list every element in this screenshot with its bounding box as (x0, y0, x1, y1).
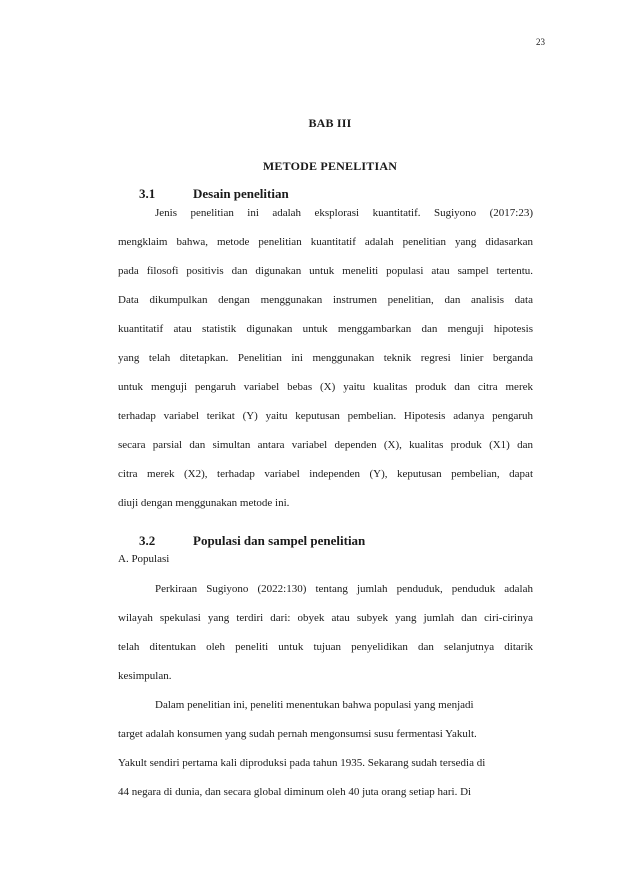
chapter-subtitle: METODE PENELITIAN (262, 159, 398, 173)
paragraph-line: Dalam penelitian ini, peneliti menentukan bahwa populasi yang menjadi (155, 699, 474, 711)
paragraph-line: citra merek (X2), terhadap variabel independen (Y), keputusan pembelian, dapat (118, 468, 533, 480)
paragraph-line: Data dikumpulkan dengan menggunakan instrumen penelitian, dan analisis data (118, 294, 533, 306)
sub-label-populasi: A. Populasi (118, 553, 170, 565)
page-number: 23 (536, 37, 545, 47)
paragraph-line: untuk menguji pengaruh variabel bebas (X) yaitu kualitas produk dan citra merek (118, 381, 533, 393)
paragraph-line: Yakult sendiri pertama kali diproduksi pada tahun 1935. Sekarang sudah tersedia di (118, 757, 486, 769)
paragraph-line: telah ditentukan oleh peneliti untuk tujuan penyelidikan dan selanjutnya ditarik (118, 641, 533, 653)
section-heading-3-1 (139, 186, 289, 202)
paragraph-line: kuantitatif atau statistik digunakan untuk menggambarkan dan menguji hipotesis (118, 323, 533, 335)
paragraph-line: kesimpulan. (118, 670, 172, 682)
paragraph-line: Perkiraan Sugiyono (2022:130) tentang jumlah penduduk, penduduk adalah (155, 583, 533, 595)
section-number: 3.1 (139, 186, 156, 201)
paragraph-line: secara parsial dan simultan antara variabel dependen (X), kualitas produk (X1) dan (118, 439, 533, 451)
paragraph-line: terhadap variabel terikat (Y) yaitu keputusan pembelian. Hipotesis adanya pengaruh (118, 410, 533, 422)
paragraph-line: Jenis penelitian ini adalah eksplorasi kuantitatif. Sugiyono (2017:23) (155, 207, 533, 219)
chapter-title: BAB III (308, 116, 352, 130)
paragraph-line: yang telah ditetapkan. Penelitian ini menggunakan teknik regresi linier berganda (118, 352, 533, 364)
paragraph-line: diuji dengan menggunakan metode ini. (118, 497, 290, 509)
paragraph-line: target adalah konsumen yang sudah pernah mengonsumsi susu fermentasi Yakult. (118, 728, 477, 740)
section-heading-3-2 (139, 533, 365, 549)
paragraph-line: pada filosofi positivis dan digunakan untuk meneliti populasi atau sampel tertentu. (118, 265, 533, 277)
paragraph-line: wilayah spekulasi yang terdiri dari: obyek atau subyek yang jumlah dan ciri-cirinya (118, 612, 533, 624)
section-title: Populasi dan sampel penelitian (193, 533, 366, 548)
section-title: Desain penelitian (193, 186, 289, 201)
paragraph-line: mengklaim bahwa, metode penelitian kuantitatif adalah penelitian yang didasarkan (118, 236, 533, 248)
paragraph-line: 44 negara di dunia, dan secara global diminum oleh 40 juta orang setiap hari. Di (118, 786, 472, 798)
section-number: 3.2 (139, 533, 156, 548)
